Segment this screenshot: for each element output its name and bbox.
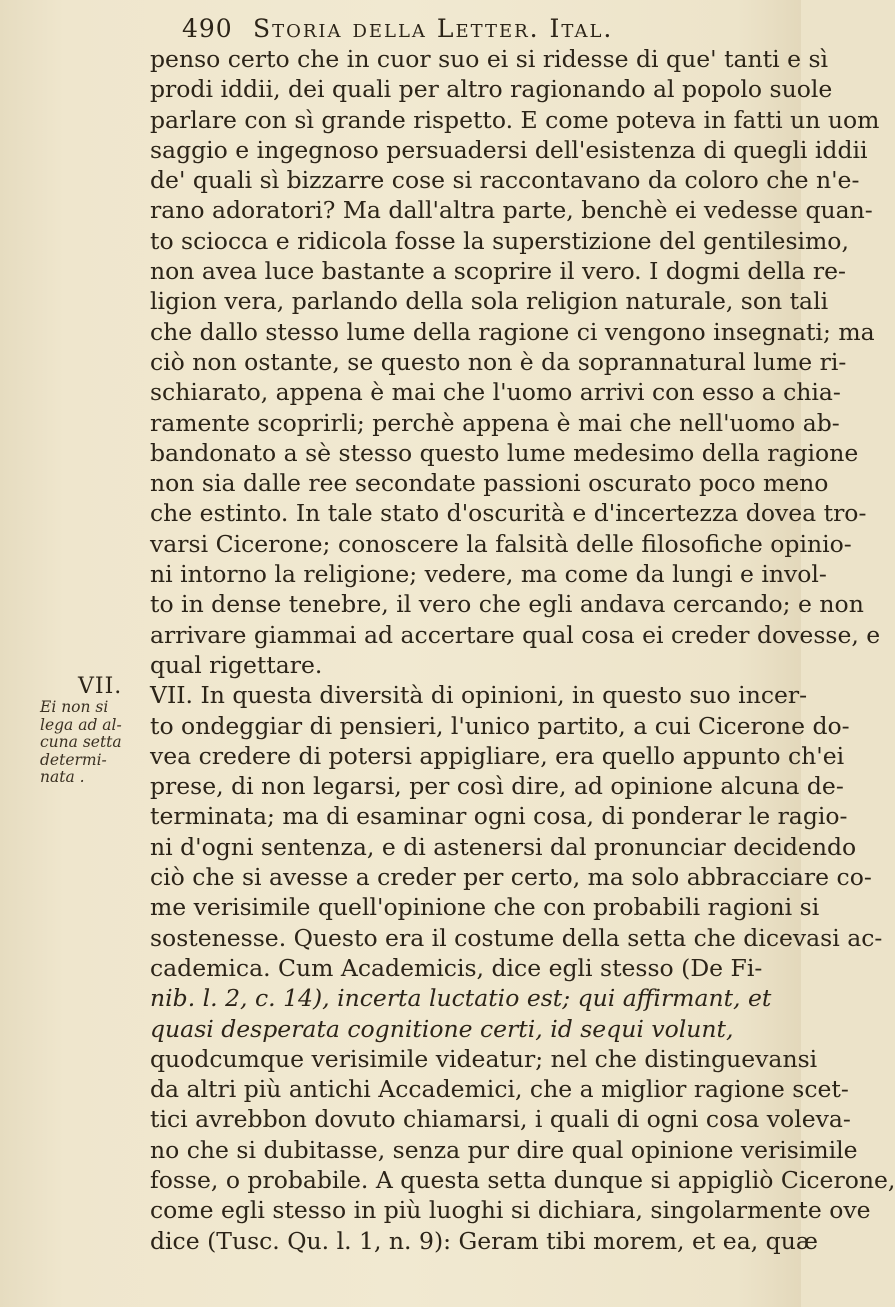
- text-line: terminata; ma di esaminar ogni cosa, di ponderar le ragio-: [150, 802, 848, 831]
- text-line: de' quali sì bizzarre cose si raccontavano da coloro che n'e-: [150, 166, 860, 195]
- text-line: quodcumque verisimile videatur; nel che distinguevansi: [150, 1044, 818, 1073]
- text-line: non avea luce bastante a scoprire il vero. I dogmi della re-: [150, 257, 846, 286]
- text-line: che dallo stesso lume della ragione ci vengono insegnati; ma: [150, 317, 875, 346]
- margin-note-line: cuna setta: [40, 733, 122, 751]
- text-line: bandonato a sè stesso questo lume medesimo della ragione: [150, 438, 859, 467]
- text-line: non sia dalle ree secondate passioni oscurato poco meno: [150, 469, 829, 498]
- text-line: varsi Cicerone; conoscere la falsità delle filosofiche opinio-: [150, 529, 852, 558]
- text-line: ligion vera, parlando della sola religion naturale, son tali: [150, 287, 829, 316]
- text-line: rano adoratori? Ma dall'altra parte, benchè ei vedesse quan-: [150, 196, 873, 225]
- running-head: [182, 14, 613, 43]
- margin-note-line: determi-: [40, 750, 107, 769]
- margin-note: [40, 700, 144, 788]
- text-line: ni intorno la religione; vedere, ma come da lungi e invol-: [150, 560, 827, 589]
- running-title: Storia della Letter. Ital.: [252, 14, 614, 43]
- text-line: dice (Tusc. Qu. l. 1, n. 9): Geram tibi morem, et ea, quæ: [150, 1226, 818, 1255]
- text-line: ni d'ogni sentenza, e di astenersi dal pronunciar decidendo: [150, 832, 857, 861]
- latin-quote-line: nib. l. 2, c. 14), incerta luctatio est; qui affirmant, et: [150, 984, 772, 1013]
- text-line: saggio e ingegnoso persuadersi dell'esistenza di quegli iddii: [150, 135, 868, 164]
- text-line: prodi iddii, dei quali per altro ragionando al popolo suole: [150, 75, 833, 104]
- text-line: da altri più antichi Accademici, che a miglior ragione scet-: [150, 1075, 849, 1104]
- body-text: [150, 44, 895, 1256]
- latin-quote-line: quasi desperata cognitione certi, id sequi volunt,: [150, 1014, 734, 1043]
- text-line: me verisimile quell'opinione che con probabili ragioni si: [150, 893, 820, 922]
- text-line: ciò che si avesse a creder per certo, ma solo abbracciare co-: [150, 863, 872, 892]
- text-line: come egli stesso in più luoghi si dichiara, singolarmente ove: [150, 1196, 871, 1225]
- text-line: tici avrebbon dovuto chiamarsi, i quali di ogni cosa voleva-: [150, 1105, 851, 1134]
- margin-note-line: nata .: [40, 768, 85, 786]
- text-line: prese, di non legarsi, per così dire, ad opinione alcuna de-: [150, 772, 844, 801]
- text-line: arrivare giammai ad accertare qual cosa ei creder dovesse, e: [150, 620, 881, 649]
- text-line: che estinto. In tale stato d'oscurità e d'incertezza dovea tro-: [150, 499, 867, 528]
- text-line: vea credere di potersi appigliare, era quello appunto ch'ei: [150, 741, 845, 770]
- text-line: schiarato, appena è mai che l'uomo arrivi con esso a chia-: [150, 378, 841, 407]
- text-line: fosse, o probabile. A questa setta dunque si appigliò Cicerone,: [150, 1165, 895, 1194]
- text-line: to sciocca e ridicola fosse la superstizione del gentilesimo,: [150, 226, 849, 255]
- page-number: 490: [182, 14, 233, 43]
- margin-note-line: Ei non si: [40, 698, 109, 716]
- text-line: no che si dubitasse, senza pur dire qual opinione verisimile: [150, 1135, 858, 1164]
- text-line: ciò non ostante, se questo non è da soprannatural lume ri-: [150, 347, 847, 376]
- margin-note-line: lega ad al-: [40, 715, 122, 734]
- text-line: to ondeggiar di pensieri, l'unico partito, a cui Cicerone do-: [150, 711, 850, 740]
- text-line: to in dense tenebre, il vero che egli andava cercando; e non: [150, 590, 864, 619]
- text-line: cademica. Cum Academicis, dice egli stesso (De Fi-: [150, 953, 763, 982]
- text-line: qual rigettare.: [150, 650, 323, 679]
- text-line: parlare con sì grande rispetto. E come poteva in fatti un uom: [150, 105, 880, 134]
- text-line: ramente scoprirli; perchè appena è mai che nell'uomo ab-: [150, 408, 840, 437]
- margin-section-number: VII.: [78, 674, 123, 699]
- section-start-line: VII. In questa diversità di opinioni, in questo suo incer-: [150, 681, 808, 710]
- text-line: sostenesse. Questo era il costume della setta che dicevasi ac-: [150, 923, 883, 952]
- text-line: penso certo che in cuor suo ei si ridesse di que' tanti e sì: [150, 45, 829, 73]
